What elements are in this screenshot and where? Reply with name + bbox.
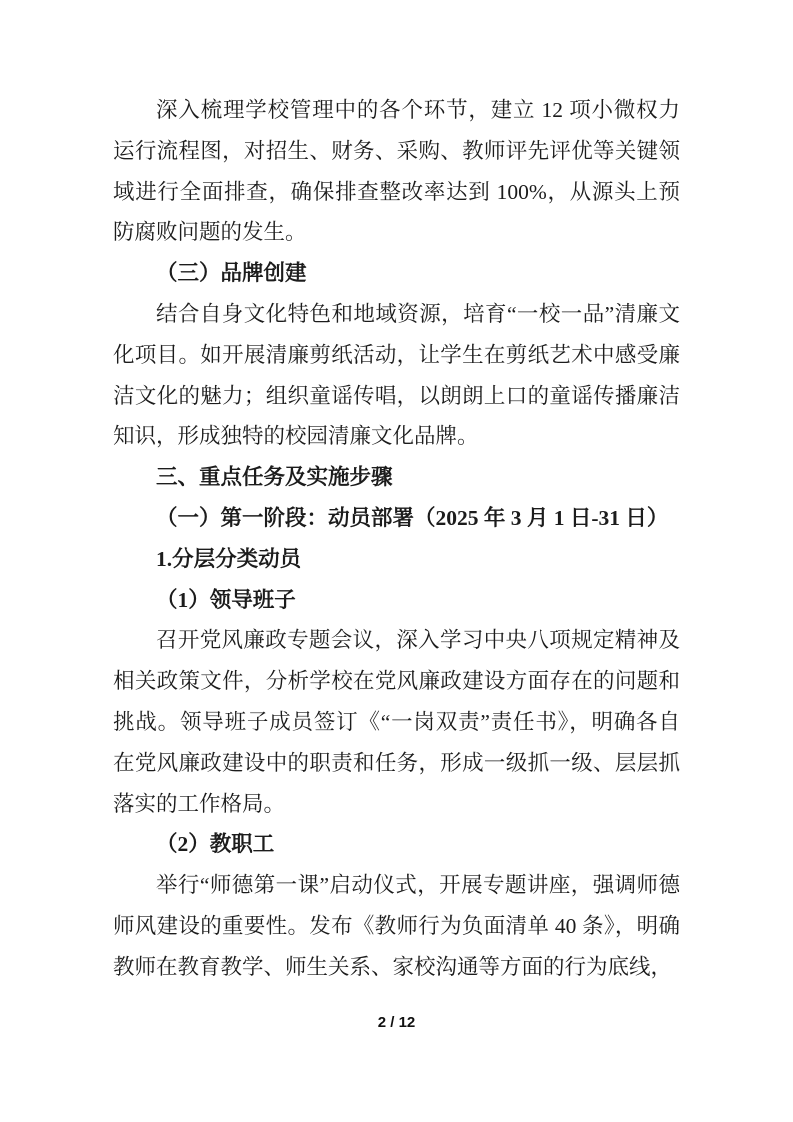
page-number: 2 / 12 [377, 1014, 416, 1031]
document-body [113, 90, 680, 988]
body-paragraph: 结合自身文化特色和地域资源，培育“一校一品”清廉文化项目。如开展清廉剪纸活动，让学生在剪纸艺术中感受廉洁文化的魅力；组织童谣传唱，以朗朗上口的童谣传播廉洁知识，形成独特的校园清廉文化品牌。 [113, 301, 680, 449]
section-heading: （1）领导班子 [156, 587, 296, 612]
body-paragraph: 深入梳理学校管理中的各个环节，建立 12 项小微权力运行流程图，对招生、财务、采购、教师评先评优等关键领域进行全面排查，确保排查整改率达到 100%，从源头上预防腐败问题的发生。 [113, 98, 680, 245]
section-heading: 三、重点任务及实施步骤 [156, 465, 393, 490]
body-paragraph: 举行“师德第一课”启动仪式，开展专题讲座，强调师德师风建设的重要性。发布《教师行为负面清单 40 条》，明确教师在教育教学、师生关系、家校沟通等方面的行为底线， [113, 873, 680, 979]
body-paragraph: 召开党风廉政专题会议，深入学习中央八项规定精神及相关政策文件，分析学校在党风廉政建设方面存在的问题和挑战。领导班子成员签订《“一岗双责”责任书》，明确各自在党风廉政建设中的职责和任务，形成一级抓一级、层层抓落实的工作格局。 [113, 628, 680, 816]
section-heading: （一）第一阶段：动员部署（2025 年 3 月 1 日-31 日） [156, 505, 669, 530]
section-heading: 1.分层分类动员 [156, 546, 302, 571]
section-heading: （2）教职工 [156, 832, 275, 857]
section-heading: （三）品牌创建 [156, 261, 307, 286]
